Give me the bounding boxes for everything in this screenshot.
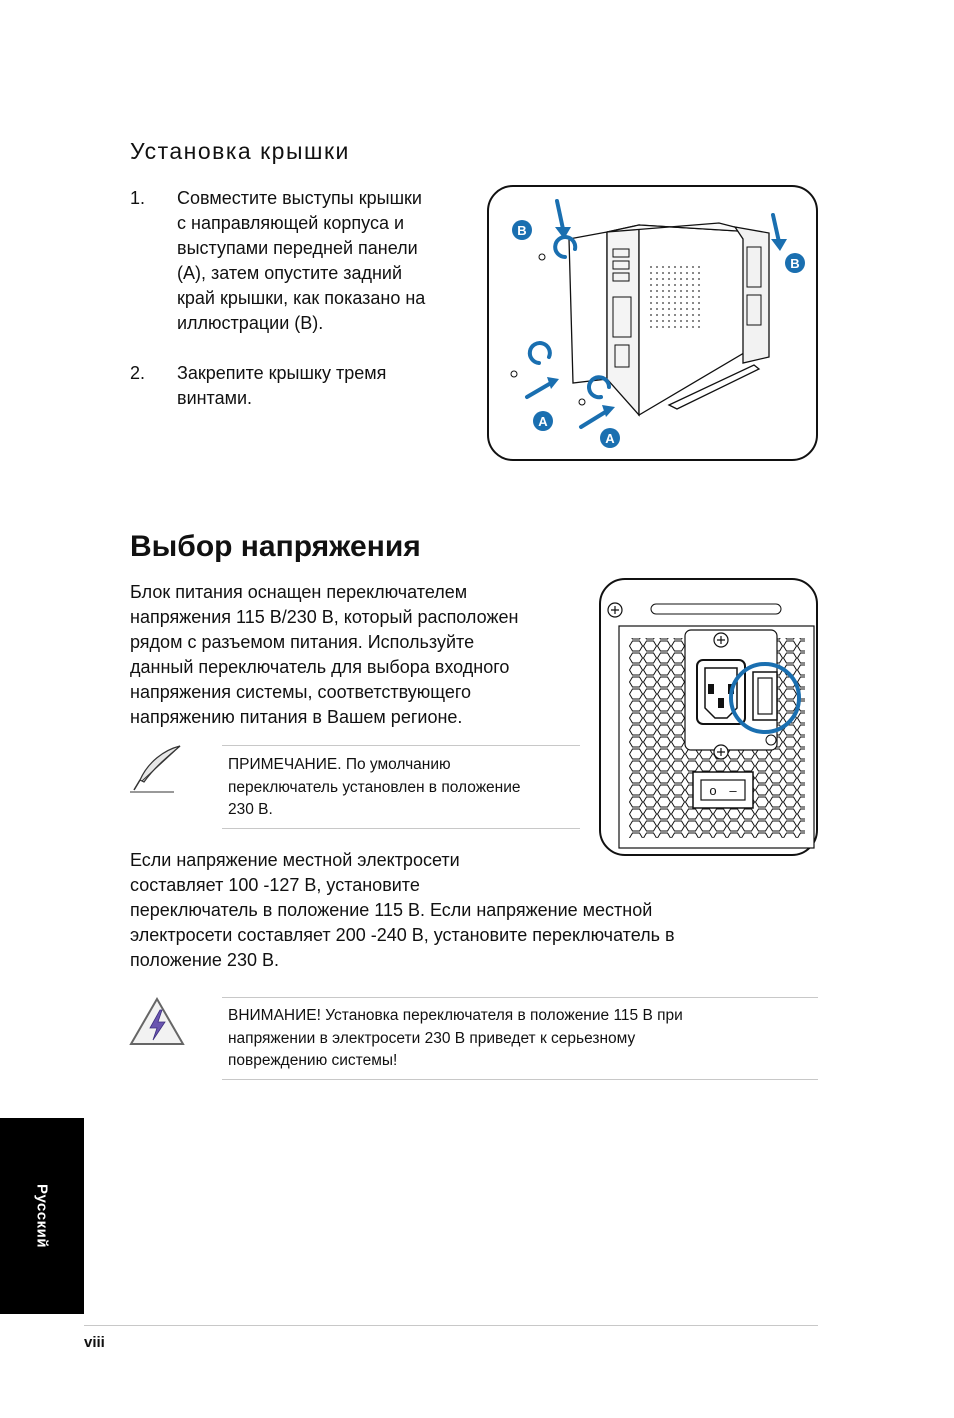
warning-icon — [128, 996, 186, 1048]
intro-line: напряжения системы, соответствующего — [130, 682, 472, 702]
feather-icon — [128, 744, 184, 796]
body-line: составляет 100 -127 В, установите — [130, 875, 420, 895]
intro-line: напряжению питания в Вашем регионе. — [130, 707, 463, 727]
note-text — [228, 754, 521, 822]
step-line: Совместите выступы крышки — [177, 188, 422, 208]
step-text — [177, 361, 467, 411]
warning-text — [228, 1005, 683, 1073]
label-a-1 — [533, 411, 553, 431]
intro-line: Блок питания оснащен переключателем — [130, 582, 468, 602]
intro-line: рядом с разъемом питания. Используйте — [130, 632, 475, 652]
body-line: положение 230 В. — [130, 950, 279, 970]
note-line: переключатель установлен в положение — [228, 778, 521, 796]
language-label: Русский — [33, 1183, 51, 1249]
note-line: 230 В. — [228, 801, 273, 818]
label-b-2 — [785, 253, 805, 273]
step-number: 1. — [130, 188, 146, 208]
body-line: электросети составляет 200 -240 В, установите переключатель в — [130, 925, 675, 945]
step-line: выступами передней панели — [177, 238, 418, 258]
body-line: Если напряжение местной электросети — [130, 850, 460, 870]
note-rule-top — [222, 745, 580, 746]
step-line: винтами. — [177, 388, 253, 408]
chassis-drawing — [489, 187, 816, 459]
section-title-voltage: Выбор напряжения — [130, 530, 421, 563]
section-title-cover: Установка крышки — [130, 138, 350, 164]
step-line: иллюстрации (B). — [177, 313, 324, 333]
step-text — [177, 186, 467, 336]
label-text: A — [605, 431, 615, 446]
intro-paragraph — [130, 580, 590, 730]
note-line: ПРИМЕЧАНИЕ. По умолчанию — [228, 756, 451, 773]
warning-line: повреждению системы! — [228, 1052, 398, 1069]
intro-line: напряжения 115 В/230 В, который расположен — [130, 607, 519, 627]
language-tab — [0, 1118, 84, 1314]
cover-illustration — [487, 185, 818, 461]
label-a-2 — [600, 428, 620, 448]
switch-on-label: o — [709, 783, 717, 798]
label-b-1 — [512, 220, 532, 240]
intro-line: данный переключатель для выбора входного — [130, 657, 510, 677]
step-line: Закрепите крышку тремя — [177, 363, 387, 383]
step-line: с направляющей корпуса и — [177, 213, 405, 233]
psu-illustration — [599, 578, 818, 856]
warning-line: напряжении в электросети 230 В приведет к серьезному — [228, 1029, 636, 1047]
psu-drawing — [601, 580, 816, 854]
body-paragraph — [130, 848, 790, 973]
label-text: A — [538, 414, 548, 429]
label-text: B — [517, 223, 527, 238]
page-number: viii — [84, 1334, 105, 1351]
body-line: переключатель в положение 115 В. Если напряжение местной — [130, 900, 653, 920]
warning-line: ВНИМАНИЕ! Установка переключателя в положение 115 В при — [228, 1007, 683, 1024]
label-text: B — [790, 256, 800, 271]
step-line: (A), затем опустите задний — [177, 263, 403, 283]
warning-rule-bottom — [222, 1079, 818, 1080]
note-rule-bottom — [222, 828, 580, 829]
step-line: край крышки, как показано на — [177, 288, 426, 308]
step-number: 2. — [130, 363, 146, 383]
switch-off-label: – — [729, 783, 737, 798]
warning-rule-top — [222, 997, 818, 998]
footer-rule — [84, 1325, 818, 1326]
